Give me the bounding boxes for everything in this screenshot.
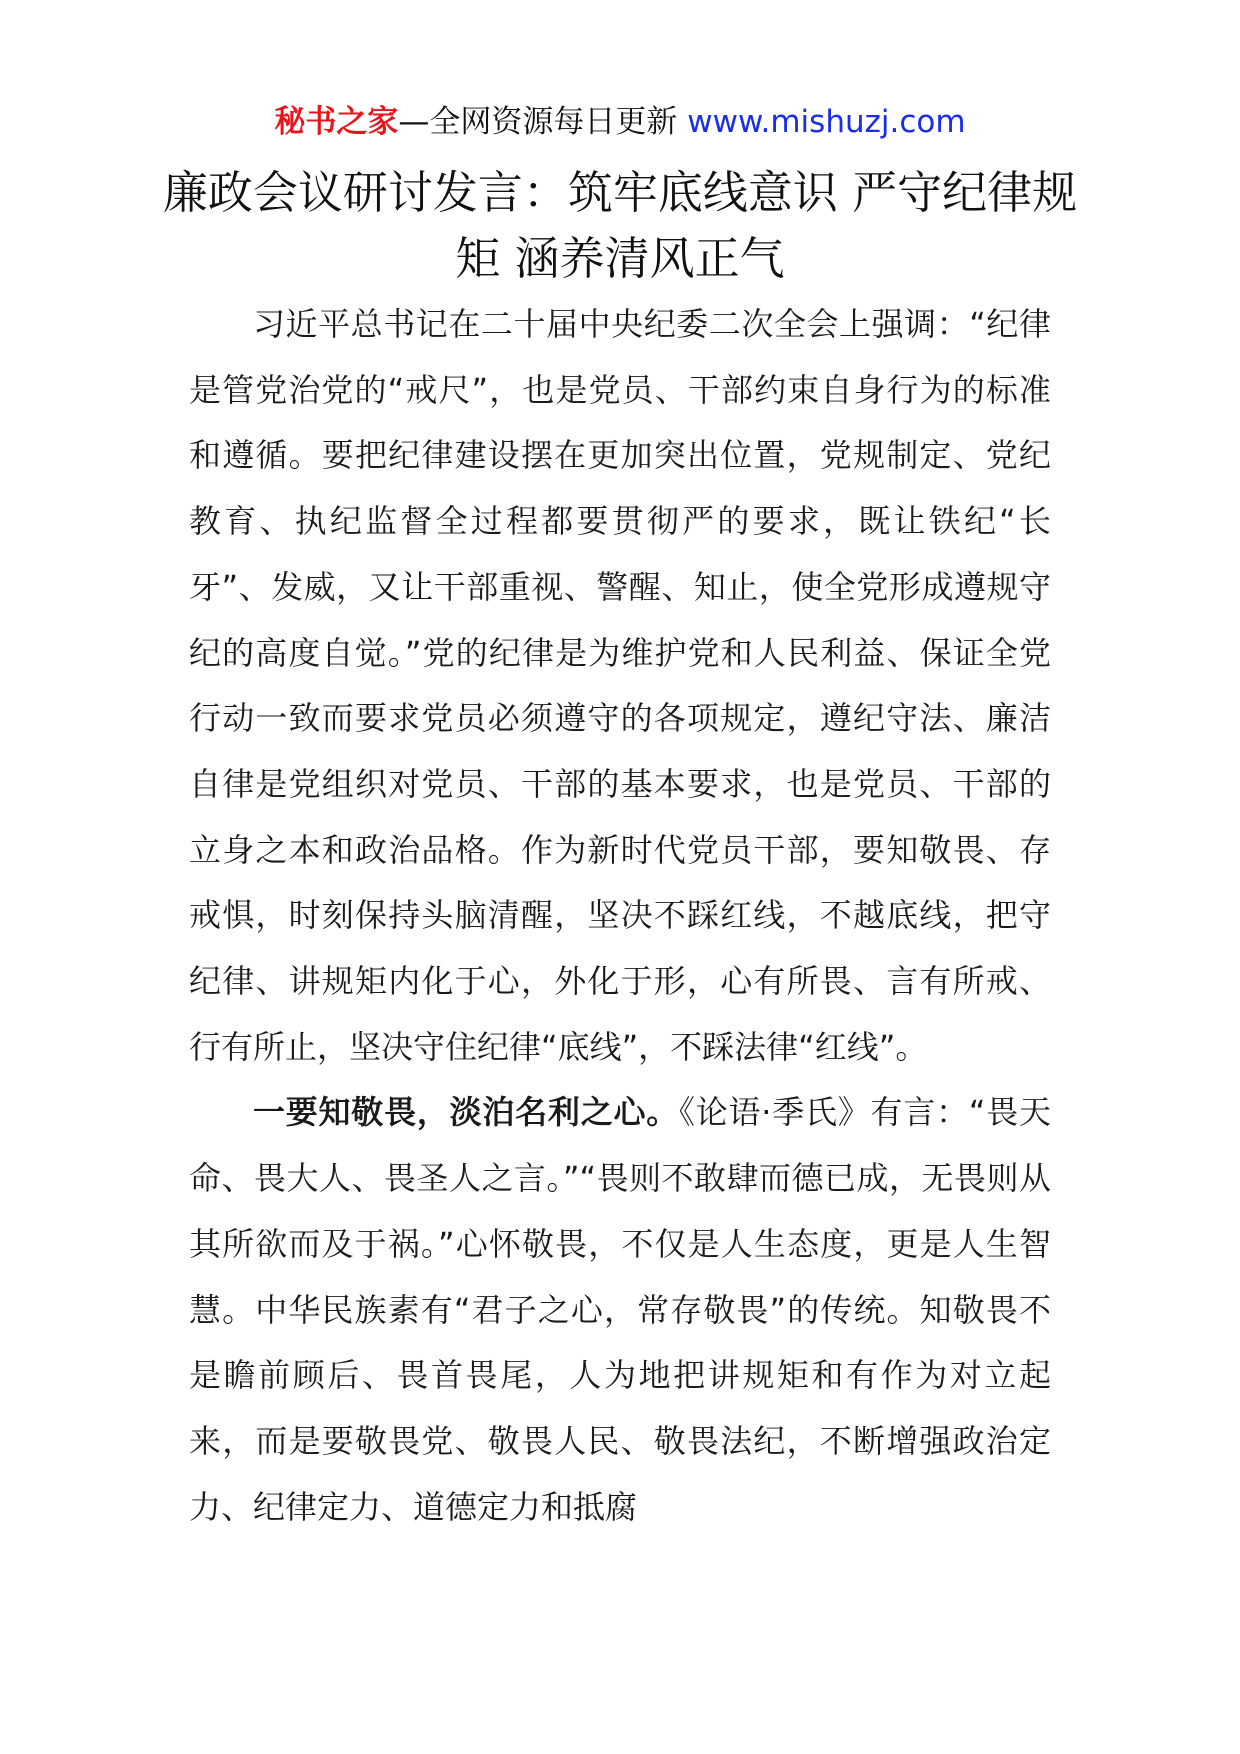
brand-name: 秘书之家 — [274, 104, 399, 140]
section-one-text: 《论语·季氏》有言：“畏天命、畏大人、畏圣人之言。”“畏则不敢肆而德已成，无畏则从其所欲而及于祸。”心怀敬畏，不仅是人生态度，更是人生智慧。中华民族素有“君子之心，常存敬畏”的传统。知敬畏不是瞻前顾后、畏首畏尾，人为地把讲规矩和有作为对立起来，而是要敬畏党、敬畏人民、敬畏法纪，不断增强政治定力、纪律定力、道德定力和抵腐 — [189, 1093, 1051, 1526]
site-url-link[interactable]: www.mishuzj.com — [687, 104, 966, 140]
site-header — [0, 100, 1240, 144]
paragraph-section-one — [189, 1080, 1051, 1540]
document-title: 廉政会议研讨发言：筑牢底线意识 严守纪律规矩 涵养清风正气 — [162, 166, 1078, 285]
header-tagline: —全网资源每日更新 — [398, 104, 688, 140]
document-body — [189, 292, 1051, 1540]
paragraph-intro: 习近平总书记在二十届中央纪委二次全会上强调：“纪律是管党治党的“戒尺”，也是党员、干部约束自身行为的标准和遵循。要把纪律建设摆在更加突出位置，党规制定、党纪教育、执纪监督全过程都要贯彻严的要求，既让铁纪“长牙”、发威，又让干部重视、警醒、知止，使全党形成遵规守纪的高度自觉。”党的纪律是为维护党和人民利益、保证全党行动一致而要求党员必须遵守的各项规定，遵纪守法、廉洁自律是党组织对党员、干部的基本要求，也是党员、干部的立身之本和政治品格。作为新时代党员干部，要知敬畏、存戒惧，时刻保持头脑清醒，坚决不踩红线，不越底线，把守纪律、讲规矩内化于心，外化于形，心有所畏、言有所戒、行有所止，坚决守住纪律“底线”，不踩法律“红线”。 — [189, 305, 1051, 1066]
section-one-heading: 一要知敬畏，淡泊名利之心。 — [253, 1093, 679, 1132]
